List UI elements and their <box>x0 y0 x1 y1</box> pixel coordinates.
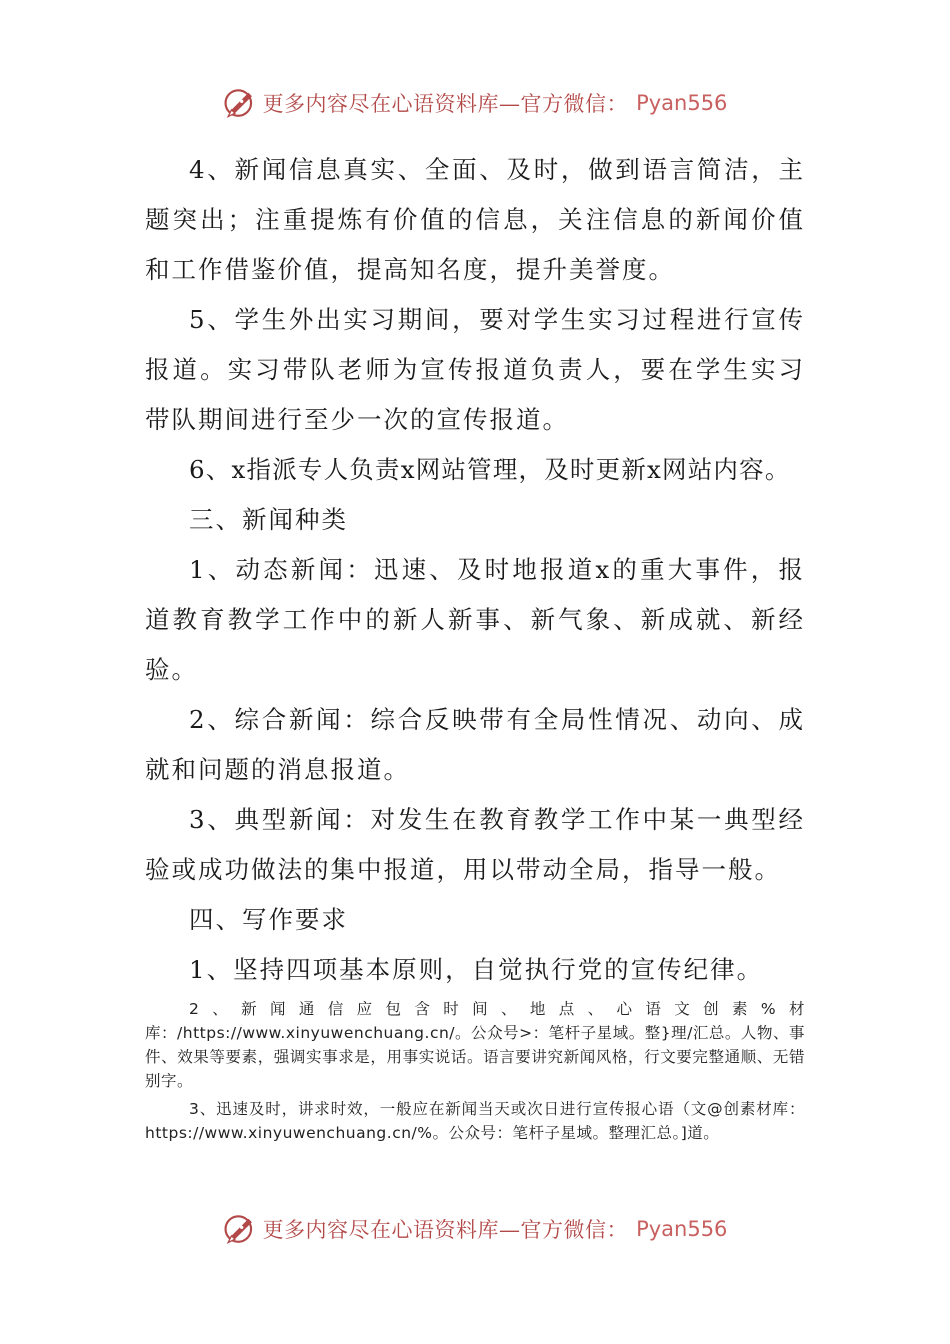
document-body <box>145 145 805 1145</box>
footer-banner-handle: Pyan556 <box>636 1217 728 1241</box>
news-type-2: 2、综合新闻：综合反映带有全局性情况、动向、成就和问题的消息报道。 <box>145 705 805 784</box>
writing-requirement-2: 2、新闻通信应包含时间、地点、心语文创素%材库：/https://www.xinyuwenchuang.cn/。公众号>：笔杆子星域。整}理/汇总。人物、事件、效果等要素，强调实事求是，用事实说话。语言要讲究新闻风格，行文要完整通顺、无错别字。 <box>145 1000 805 1090</box>
header-banner-inner <box>223 86 728 120</box>
news-type-3: 3、典型新闻：对发生在教育教学工作中某一典型经验或成功做法的集中报道，用以带动全局，指导一般。 <box>145 805 805 884</box>
news-type-1: 1、动态新闻：迅速、及时地报道x的重大事件，报道教育教学工作中的新人新事、新气象、新成就、新经验。 <box>145 555 805 684</box>
footer-banner-text: 更多内容尽在心语资料库—官方微信： <box>262 1218 629 1242</box>
pen-logo-icon <box>223 1212 257 1246</box>
paragraph-6: 6、x指派专人负责x网站管理，及时更新x网站内容。 <box>189 455 791 484</box>
paragraph-5: 5、学生外出实习期间，要对学生实习过程进行宣传报道。实习带队老师为宣传报道负责人，要在学生实习带队期间进行至少一次的宣传报道。 <box>145 305 805 434</box>
header-banner <box>0 81 950 125</box>
pen-logo-icon <box>223 86 257 120</box>
footer-banner <box>0 1207 950 1251</box>
paragraph-4: 4、新闻信息真实、全面、及时，做到语言简洁，主题突出；注重提炼有价值的信息，关注信息的新闻价值和工作借鉴价值，提高知名度，提升美誉度。 <box>145 155 805 284</box>
writing-requirement-3: 3、迅速及时，讲求时效，一般应在新闻当天或次日进行宣传报心语（文@创素材库：https://www.xinyuwenchuang.cn/%。公众号：笔杆子星域。整理汇总。]道。 <box>145 1100 805 1142</box>
section-heading-news-types: 三、新闻种类 <box>189 505 348 534</box>
header-banner-handle: Pyan556 <box>636 91 728 115</box>
header-banner-text: 更多内容尽在心语资料库—官方微信： <box>262 92 629 116</box>
writing-requirement-1: 1、坚持四项基本原则，自觉执行党的宣传纪律。 <box>189 955 764 984</box>
section-heading-writing-requirements: 四、写作要求 <box>189 905 348 934</box>
footer-banner-inner <box>223 1212 728 1246</box>
